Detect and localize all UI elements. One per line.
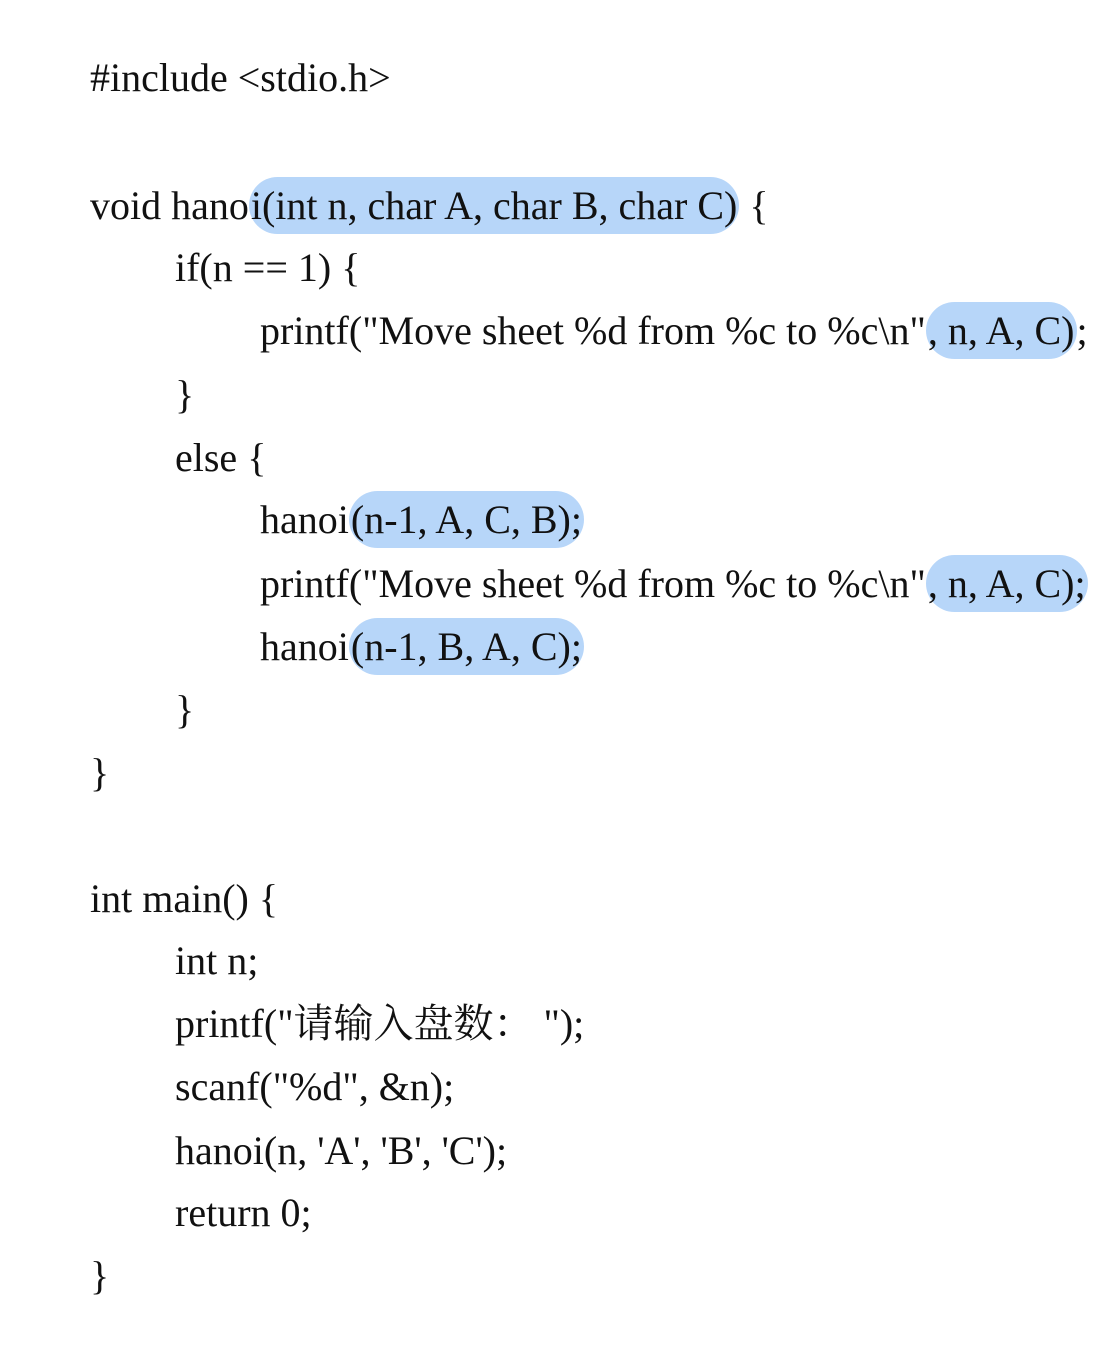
include-text: #include <stdio.h> [90,55,391,100]
main-signature-text: int main() { [90,876,279,921]
if-close-brace: } [175,372,195,417]
printf-base-suffix: ; [1076,308,1088,353]
if-text: if(n == 1) { [175,245,361,290]
hanoi-call-text: hanoi(n, 'A', 'B', 'C'); [175,1128,508,1173]
recursive-call-2-line [220,575,584,719]
include-line [50,6,391,150]
printf-base-args-highlight: , n, A, C) [926,302,1077,359]
hanoi-params-highlight: i(int n, char A, char B, char C) [249,177,740,234]
return-text: return 0; [175,1190,312,1235]
printf-base-prefix: printf("Move sheet %d from %c to %c\n" [260,308,926,353]
printf-move-args-highlight: , n, A, C); [926,555,1088,612]
recursive-call-2-prefix: hanoi [260,624,349,669]
hanoi-close-line [50,701,109,845]
main-close-brace: } [90,1253,110,1298]
prompt-text: printf("请输入盘数： "); [175,1001,585,1046]
scanf-text: scanf("%d", &n); [175,1064,455,1109]
printf-move-prefix: printf("Move sheet %d from %c to %c\n" [260,561,926,606]
declaration-text: int n; [175,938,259,983]
else-close-brace: } [175,687,195,732]
printf-base-line [220,259,1088,403]
hanoi-signature-prefix: void hano [90,183,249,228]
hanoi-signature-suffix: { [739,183,769,228]
recursive-call-1-args-highlight: (n-1, A, C, B); [349,491,584,548]
recursive-call-1-prefix: hanoi [260,497,349,542]
hanoi-close-brace: } [90,750,110,795]
return-line [135,1141,312,1285]
else-close-line [135,638,194,782]
else-text: else { [175,435,267,480]
main-close-line [50,1204,109,1348]
recursive-call-2-args-highlight: (n-1, B, A, C); [349,618,584,675]
